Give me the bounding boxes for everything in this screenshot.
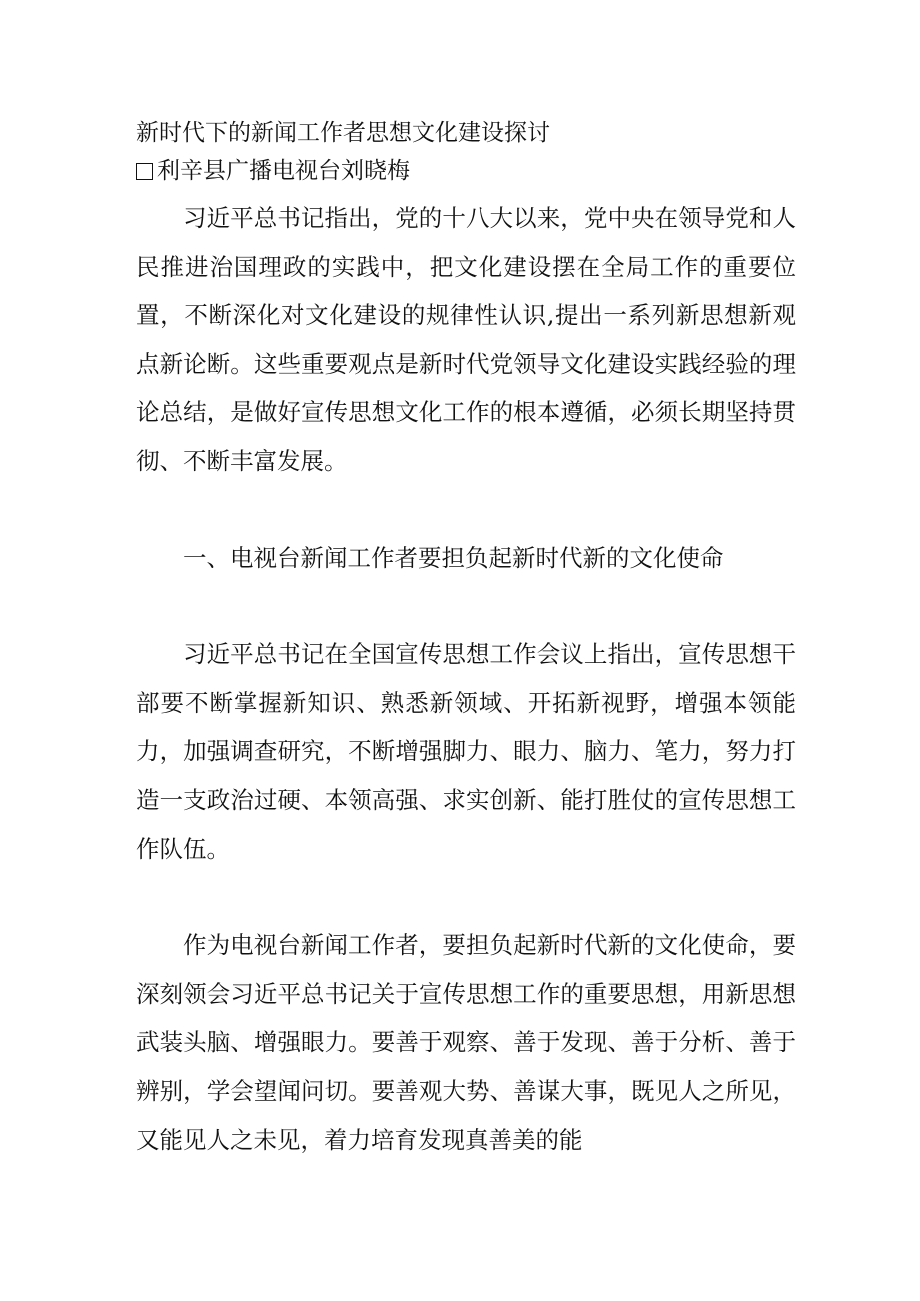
byline xyxy=(136,152,796,190)
spacer xyxy=(136,582,796,630)
spacer xyxy=(136,873,796,921)
byline-text: 利辛县广播电视台刘晓梅 xyxy=(157,158,410,184)
paragraph-1: 习近平总书记指出，党的十八大以来，党中央在领导党和人民推进治国理政的实践中，把文化建设摆在全局工作的重要位置，不断深化对文化建设的规律性认识,提出一系列新思想新观点新论断。这些重要观点是新时代党领导文化建设实践经验的理论总结，是做好宣传思想文化工作的根本遵循，必须长期坚持贯彻、不断丰富发展。 xyxy=(136,204,796,475)
paragraph-2: 习近平总书记在全国宣传思想工作会议上指出，宣传思想干部要不断掌握新知识、熟悉新领域、开拓新视野，增强本领能力，加强调查研究，不断增强脚力、眼力、脑力、笔力，努力打造一支政治过硬、本领高强、求实创新、能打胜仗的宣传思想工作队伍。 xyxy=(136,640,796,863)
square-icon xyxy=(136,163,153,180)
spacer xyxy=(136,486,796,534)
section-heading-1: 一、电视台新闻工作者要担负起新时代新的文化使命 xyxy=(183,543,724,572)
document-title: 新时代下的新闻工作者思想文化建设探讨 xyxy=(136,120,550,146)
document-page xyxy=(136,114,796,1164)
paragraph-3: 作为电视台新闻工作者，要担负起新时代新的文化使命，要深刻领会习近平总书记关于宣传思想工作的重要思想，用新思想武装头脑、增强眼力。要善于观察、善于发现、善于分析、善于辨别，学会望闻问切。要善观大势、善谋大事，既见人之所见，又能见人之未见，着力培育发现真善美的能 xyxy=(136,931,796,1154)
